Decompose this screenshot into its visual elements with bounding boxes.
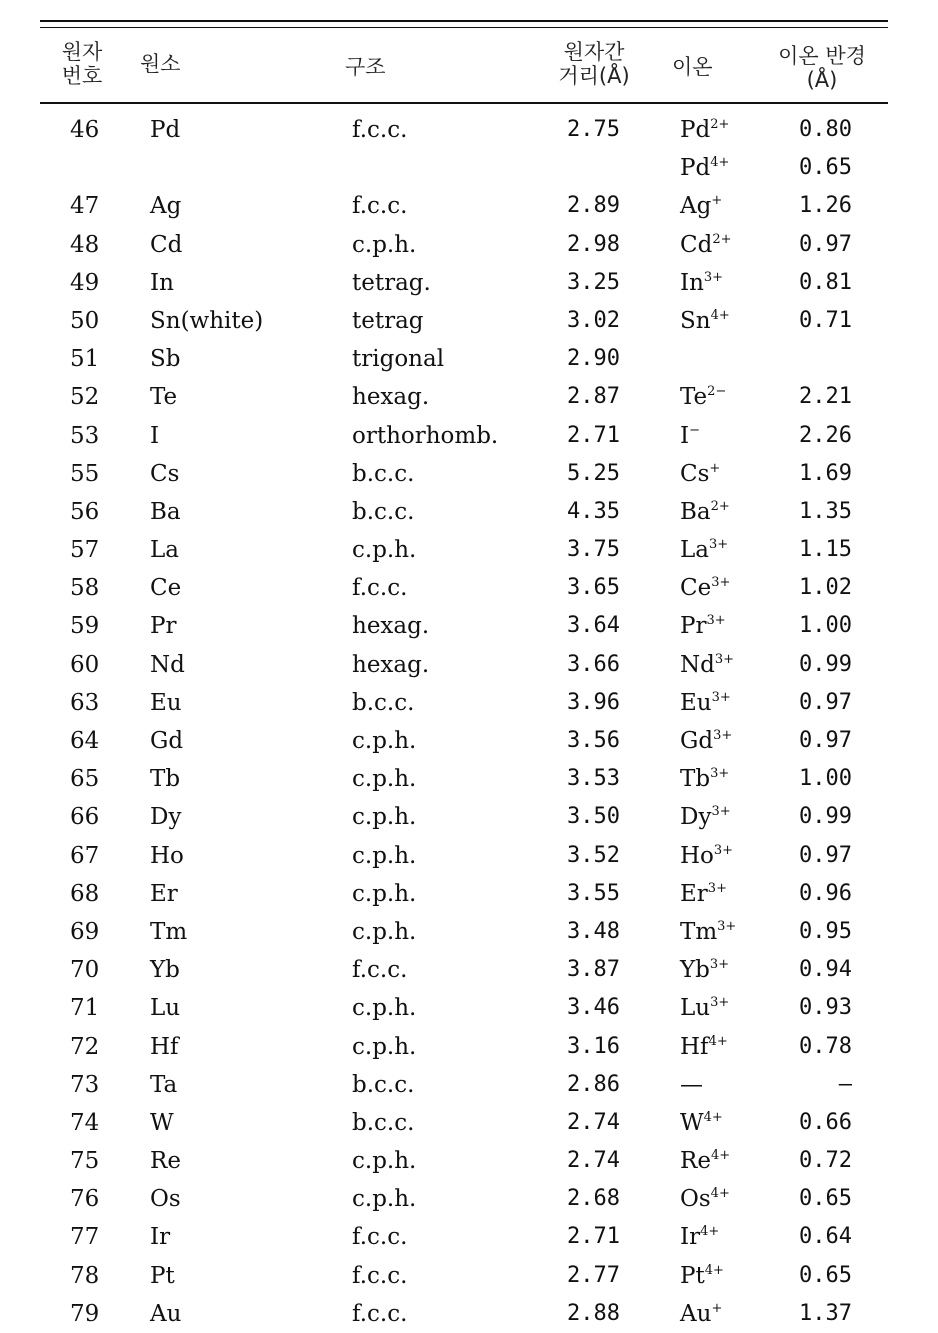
ion-cell <box>680 760 729 798</box>
table-row <box>0 226 938 264</box>
ion-charge: − <box>689 422 700 438</box>
ion-charge: 3+ <box>707 880 727 896</box>
ion-radius-cell: 2.26 <box>799 422 852 448</box>
ion-charge: 2+ <box>712 231 732 247</box>
table-row <box>0 1257 938 1295</box>
table-row <box>0 722 938 760</box>
ion-radius-cell: 1.00 <box>799 613 852 639</box>
ion-charge: 3+ <box>710 766 730 782</box>
ion-symbol: Dy <box>680 804 712 831</box>
structure-cell: f.c.c. <box>352 957 408 984</box>
structure-cell: c.p.h. <box>352 766 417 793</box>
element-cell: Tb <box>150 766 181 793</box>
ion-radius-cell: 1.00 <box>799 766 852 792</box>
element-cell: Ir <box>150 1224 171 1251</box>
ion-symbol: Os <box>680 1186 711 1213</box>
ion-radius-cell: 0.93 <box>799 995 852 1021</box>
ion-radius-cell: — <box>838 1071 852 1097</box>
ion-radius-cell: 2.21 <box>799 384 852 410</box>
ion-cell <box>680 226 732 264</box>
element-cell: W <box>150 1109 174 1136</box>
atomic-number-cell: 58 <box>70 575 100 602</box>
header-ion: 이온 <box>672 55 713 79</box>
element-cell: Eu <box>150 689 182 716</box>
structure-cell: b.c.c. <box>352 689 415 716</box>
table-row <box>0 264 938 302</box>
ion-cell <box>680 646 734 684</box>
element-cell: Sn(white) <box>150 307 264 334</box>
distance-cell: 5.25 <box>567 460 620 486</box>
atomic-number-cell: 63 <box>70 689 100 716</box>
header-atomic-number: 원자 번호 <box>61 40 103 88</box>
element-cell: Ag <box>150 193 182 220</box>
atomic-number-cell: 65 <box>70 766 100 793</box>
table-row <box>0 111 938 149</box>
atomic-number-cell: 55 <box>70 460 100 487</box>
structure-cell: b.c.c. <box>352 498 415 525</box>
ion-radius-cell: 0.99 <box>799 804 852 830</box>
ion-charge: 4+ <box>704 1262 724 1278</box>
table-row <box>0 378 938 416</box>
structure-cell: c.p.h. <box>352 880 417 907</box>
ion-charge: 2+ <box>710 498 730 514</box>
ion-charge: 2− <box>707 384 727 400</box>
table-top-rule-thin <box>40 27 888 28</box>
table-row <box>0 1218 938 1256</box>
element-cell: Nd <box>150 651 185 678</box>
atomic-number-cell: 75 <box>70 1148 100 1175</box>
table-row <box>0 684 938 722</box>
ion-symbol: Te <box>680 384 708 411</box>
table-row <box>0 951 938 989</box>
distance-cell: 2.86 <box>567 1071 620 1097</box>
atomic-number-cell: 53 <box>70 422 100 449</box>
structure-cell: c.p.h. <box>352 995 417 1022</box>
ion-charge: 3+ <box>711 804 731 820</box>
ion-cell <box>680 875 727 913</box>
ion-cell <box>680 607 726 645</box>
distance-cell: 3.50 <box>567 804 620 830</box>
table-row <box>0 913 938 951</box>
ion-radius-cell: 1.35 <box>799 498 852 524</box>
ion-charge: 3+ <box>703 269 724 285</box>
distance-cell: 2.75 <box>567 117 620 142</box>
atomic-number-cell: 78 <box>70 1262 100 1289</box>
element-cell: Pr <box>150 613 177 640</box>
ion-cell <box>680 837 733 875</box>
structure-cell: c.p.h. <box>352 842 417 869</box>
ion-symbol: Re <box>680 1148 711 1175</box>
ion-symbol: Au <box>680 1300 712 1327</box>
table-row <box>0 531 938 569</box>
ion-symbol: Ir <box>680 1224 701 1251</box>
element-cell: Te <box>150 384 178 411</box>
atomic-number-cell: 48 <box>70 231 100 258</box>
distance-cell: 3.87 <box>567 957 620 983</box>
structure-cell: f.c.c. <box>352 575 408 602</box>
ion-symbol: Er <box>680 880 708 907</box>
distance-cell: 3.25 <box>567 269 620 295</box>
ion-radius-cell: 0.66 <box>799 1109 852 1135</box>
ion-symbol: Ba <box>680 498 711 525</box>
ion-cell <box>680 684 731 722</box>
structure-cell: hexag. <box>352 651 430 678</box>
structure-cell: b.c.c. <box>352 460 415 487</box>
ion-radius-cell: 0.95 <box>799 918 852 944</box>
ion-cell <box>680 378 726 416</box>
element-cell: Ta <box>150 1071 178 1098</box>
atomic-number-cell: 57 <box>70 537 100 564</box>
distance-cell: 2.71 <box>567 1224 620 1250</box>
table-row <box>0 989 938 1027</box>
ion-charge: 4+ <box>710 155 730 171</box>
ion-radius-cell: 0.65 <box>799 1186 852 1212</box>
ion-charge: 3+ <box>714 651 735 667</box>
ion-charge: 3+ <box>717 918 737 934</box>
atomic-number-cell: 69 <box>70 918 100 945</box>
ion-radius-cell: 0.64 <box>799 1224 852 1250</box>
table-row <box>0 646 938 684</box>
atomic-number-cell: 72 <box>70 1033 100 1060</box>
header-structure: 구조 <box>345 55 386 79</box>
table-row <box>0 875 938 913</box>
header-bottom-rule <box>40 102 888 104</box>
element-cell: Cd <box>150 231 183 258</box>
atomic-number-cell: 68 <box>70 880 100 907</box>
element-cell: Lu <box>150 995 181 1022</box>
atomic-number-cell: 59 <box>70 613 100 640</box>
distance-cell: 2.77 <box>567 1262 620 1288</box>
ion-cell <box>680 1066 703 1104</box>
ion-symbol: Tb <box>680 766 711 793</box>
element-cell: Os <box>150 1186 181 1213</box>
element-cell: Tm <box>150 918 188 945</box>
atomic-number-cell: 73 <box>70 1071 100 1098</box>
table-row <box>0 1180 938 1218</box>
structure-cell: c.p.h. <box>352 728 417 754</box>
ion-symbol: Tm <box>680 918 718 945</box>
element-cell: Pt <box>150 1262 175 1289</box>
atomic-number-cell: 71 <box>70 995 100 1022</box>
ion-cell <box>680 798 731 836</box>
table-row <box>0 1066 938 1104</box>
table-row <box>0 1104 938 1142</box>
table-row <box>0 493 938 531</box>
distance-cell: 3.55 <box>567 880 620 906</box>
structure-cell: trigonal <box>352 346 445 373</box>
structure-cell: c.p.h. <box>352 231 417 258</box>
structure-cell: orthorhomb. <box>352 422 499 449</box>
distance-cell: 2.74 <box>567 1148 620 1174</box>
element-cell: Re <box>150 1148 181 1175</box>
ion-symbol: In <box>680 269 704 296</box>
table-row <box>0 149 938 187</box>
header-element: 원소 <box>140 52 181 76</box>
ion-cell <box>680 111 729 149</box>
element-cell: La <box>150 537 179 564</box>
ion-symbol: Gd <box>680 728 714 754</box>
atomic-number-cell: 77 <box>70 1224 100 1251</box>
ion-radius-cell: 0.78 <box>799 1033 852 1059</box>
ion-radius-cell: 0.97 <box>799 231 852 257</box>
header-ion-radius: 이온 반경 (Å) <box>778 44 866 92</box>
ion-symbol: La <box>680 537 709 564</box>
distance-cell: 3.75 <box>567 537 620 563</box>
structure-cell: c.p.h. <box>352 1148 417 1175</box>
structure-cell: tetrag. <box>352 269 431 296</box>
structure-cell: c.p.h. <box>352 1186 417 1213</box>
ion-cell <box>680 1218 719 1256</box>
ion-charge: 3+ <box>709 957 730 973</box>
structure-cell: b.c.c. <box>352 1109 415 1136</box>
element-cell: Cs <box>150 460 180 487</box>
ion-charge: + <box>709 460 721 476</box>
atomic-number-cell: 67 <box>70 842 100 869</box>
table-row <box>0 340 938 378</box>
table-row <box>0 760 938 798</box>
table-top-rule <box>40 20 888 22</box>
ion-charge: 3+ <box>709 537 729 553</box>
atomic-number-cell: 51 <box>70 346 100 373</box>
ion-charge: 4+ <box>710 1186 730 1202</box>
structure-cell: c.p.h. <box>352 1033 417 1060</box>
ion-radius-cell: 1.02 <box>799 575 852 601</box>
distance-cell: 2.87 <box>567 384 620 410</box>
distance-cell: 3.66 <box>567 651 620 677</box>
ion-symbol: Cd <box>680 231 713 258</box>
ion-symbol: Ho <box>680 842 714 869</box>
structure-cell: f.c.c. <box>352 1300 408 1327</box>
ion-radius-cell: 0.99 <box>799 651 852 677</box>
distance-cell: 3.96 <box>567 689 620 715</box>
table-row <box>0 1142 938 1180</box>
element-cell: Ho <box>150 842 184 869</box>
ion-cell <box>680 989 729 1027</box>
ion-cell <box>680 455 720 493</box>
structure-cell: hexag. <box>352 613 430 640</box>
ion-cell <box>680 1142 730 1180</box>
ion-symbol: I <box>680 422 690 449</box>
table-row <box>0 187 938 225</box>
table-row <box>0 1028 938 1066</box>
ion-charge: 2+ <box>710 117 730 132</box>
atomic-number-cell: 52 <box>70 384 100 411</box>
structure-cell: f.c.c. <box>352 1224 408 1251</box>
ion-symbol: Nd <box>680 651 715 678</box>
atomic-number-cell: 66 <box>70 804 100 831</box>
atomic-number-cell: 74 <box>70 1109 100 1136</box>
ion-symbol: — <box>680 1071 703 1098</box>
structure-cell: c.p.h. <box>352 537 417 564</box>
ion-charge: 3+ <box>706 613 726 629</box>
ion-symbol: Cs <box>680 460 710 487</box>
ion-cell <box>680 1028 728 1066</box>
table-body <box>0 111 938 1333</box>
ion-cell <box>680 1295 722 1333</box>
distance-cell: 3.56 <box>567 728 620 753</box>
element-cell: Hf <box>150 1033 179 1060</box>
ion-symbol: Pt <box>680 1262 705 1289</box>
ion-cell <box>680 264 723 302</box>
ion-radius-cell: 1.15 <box>799 537 852 563</box>
distance-cell: 2.98 <box>567 231 620 257</box>
distance-cell: 3.53 <box>567 766 620 792</box>
ion-symbol: Lu <box>680 995 711 1022</box>
ion-cell <box>680 302 730 340</box>
ion-charge: + <box>711 193 723 209</box>
ion-charge: 3+ <box>711 575 731 591</box>
ion-radius-cell: 0.96 <box>799 880 852 906</box>
element-cell: Er <box>150 880 178 907</box>
atomic-number-cell: 64 <box>70 728 100 754</box>
distance-cell: 2.89 <box>567 193 620 219</box>
ion-cell <box>680 531 728 569</box>
structure-cell: c.p.h. <box>352 918 417 945</box>
ion-cell <box>680 569 730 607</box>
ion-symbol: Ag <box>680 193 712 220</box>
ion-charge: 3+ <box>711 689 731 705</box>
atomic-number-cell: 56 <box>70 498 100 525</box>
atomic-number-cell: 79 <box>70 1300 100 1327</box>
table-row <box>0 417 938 455</box>
ion-symbol: Pd <box>680 155 711 182</box>
distance-cell: 3.65 <box>567 575 620 601</box>
element-cell: Dy <box>150 804 182 831</box>
structure-cell: c.p.h. <box>352 804 417 831</box>
table-row <box>0 569 938 607</box>
element-cell: Ba <box>150 498 181 525</box>
atomic-number-cell: 49 <box>70 269 100 296</box>
table-row <box>0 1295 938 1333</box>
distance-cell: 3.48 <box>567 918 620 944</box>
ion-radius-cell: 0.71 <box>799 307 852 333</box>
structure-cell: f.c.c. <box>352 1262 408 1289</box>
atomic-number-cell: 50 <box>70 307 100 334</box>
ion-symbol: Pr <box>680 613 707 640</box>
distance-cell: 2.71 <box>567 422 620 448</box>
structure-cell: f.c.c. <box>352 117 408 143</box>
ion-charge: 4+ <box>703 1109 723 1125</box>
ion-radius-cell: 0.65 <box>799 1262 852 1288</box>
distance-cell: 2.74 <box>567 1109 620 1135</box>
atomic-number-cell: 60 <box>70 651 100 678</box>
ion-radius-cell: 0.81 <box>799 269 852 295</box>
ion-charge: + <box>711 1300 723 1316</box>
ion-symbol: Hf <box>680 1033 709 1060</box>
atomic-number-cell: 46 <box>70 117 100 143</box>
ion-radius-cell: 1.37 <box>799 1300 852 1326</box>
ion-charge: 3+ <box>713 842 734 858</box>
atomic-number-cell: 47 <box>70 193 100 220</box>
distance-cell: 3.02 <box>567 307 620 333</box>
ion-radius-cell: 0.80 <box>799 117 852 142</box>
distance-cell: 3.16 <box>567 1033 620 1059</box>
ion-cell <box>680 149 729 187</box>
ion-cell <box>680 187 722 225</box>
ion-radius-cell: 1.69 <box>799 460 852 486</box>
element-cell: Au <box>150 1300 182 1327</box>
element-cell: Gd <box>150 728 184 754</box>
ion-radius-cell: 0.65 <box>799 155 852 181</box>
ion-cell <box>680 722 732 760</box>
ion-radius-cell: 0.94 <box>799 957 852 983</box>
ion-cell <box>680 1180 730 1218</box>
element-cell: Yb <box>150 957 180 984</box>
ion-symbol: Ce <box>680 575 712 602</box>
ion-radius-cell: 0.97 <box>799 728 852 753</box>
ion-cell <box>680 951 729 989</box>
distance-cell: 2.68 <box>567 1186 620 1212</box>
table-row <box>0 455 938 493</box>
ion-cell <box>680 493 730 531</box>
ion-symbol: Pd <box>680 117 711 143</box>
element-cell: I <box>150 422 160 449</box>
ion-symbol: W <box>680 1109 704 1136</box>
element-cell: Pd <box>150 117 181 143</box>
ion-radius-cell: 0.97 <box>799 689 852 715</box>
ion-charge: 4+ <box>710 307 730 323</box>
table-row <box>0 302 938 340</box>
ion-cell <box>680 913 736 951</box>
ion-charge: 4+ <box>710 1148 731 1164</box>
distance-cell: 2.90 <box>567 346 620 372</box>
atomic-number-cell: 70 <box>70 957 100 984</box>
ion-symbol: Yb <box>680 957 710 984</box>
ion-charge: 3+ <box>713 728 733 743</box>
ion-symbol: Sn <box>680 307 711 334</box>
element-cell: In <box>150 269 174 296</box>
distance-cell: 2.88 <box>567 1300 620 1326</box>
element-cell: Ce <box>150 575 182 602</box>
ion-charge: 4+ <box>700 1224 720 1240</box>
structure-cell: tetrag <box>352 307 424 334</box>
element-cell: Sb <box>150 346 181 373</box>
ion-cell <box>680 417 700 455</box>
ion-radius-cell: 0.97 <box>799 842 852 868</box>
distance-cell: 4.35 <box>567 498 620 524</box>
ion-radius-cell: 1.26 <box>799 193 852 219</box>
table-row <box>0 607 938 645</box>
header-interatomic-distance: 원자간 거리(Å) <box>558 40 630 88</box>
atomic-number-cell: 76 <box>70 1186 100 1213</box>
ion-symbol: Eu <box>680 689 712 716</box>
table-row <box>0 837 938 875</box>
distance-cell: 3.46 <box>567 995 620 1021</box>
ion-cell <box>680 1257 724 1295</box>
distance-cell: 3.64 <box>567 613 620 639</box>
ion-radius-cell: 0.72 <box>799 1148 852 1174</box>
structure-cell: hexag. <box>352 384 430 411</box>
structure-cell: b.c.c. <box>352 1071 415 1098</box>
distance-cell: 3.52 <box>567 842 620 868</box>
ion-charge: 3+ <box>710 995 730 1011</box>
table-row <box>0 798 938 836</box>
ion-charge: 4+ <box>708 1033 728 1049</box>
structure-cell: f.c.c. <box>352 193 408 220</box>
ion-cell <box>680 1104 723 1142</box>
